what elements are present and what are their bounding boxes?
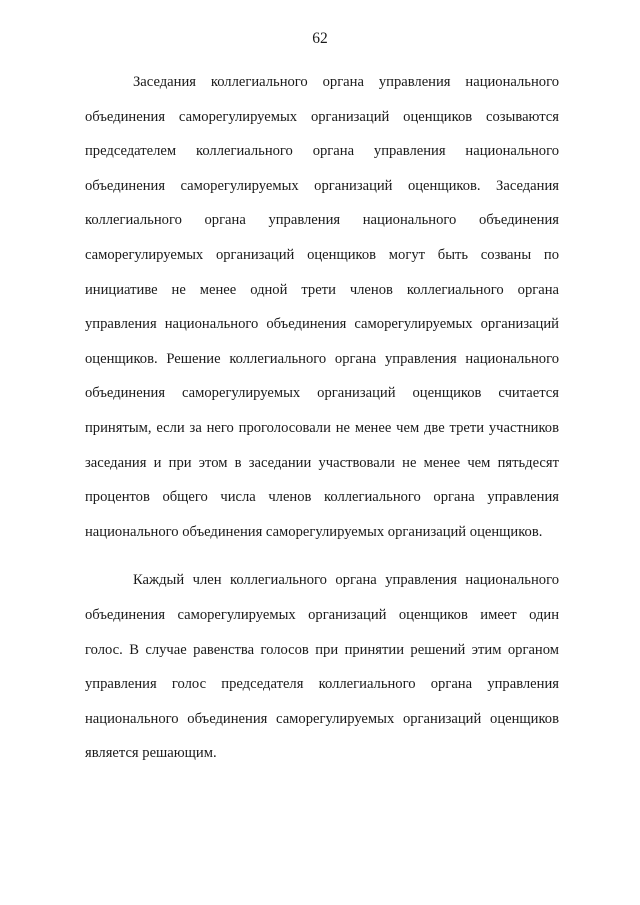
text-line: голос. В случае равенства голосов при принятии решений этим органом	[85, 641, 559, 658]
text-line: объединения саморегулируемых организаций оценщиков. Заседания	[85, 177, 559, 194]
text-line: национального объединения саморегулируемых организаций оценщиков.	[85, 523, 543, 540]
text-line: коллегиального органа управления национального объединения	[85, 212, 559, 229]
text-line: является решающим.	[85, 745, 217, 762]
text-line: объединения саморегулируемых организаций оценщиков имеет один	[85, 606, 559, 623]
text-line: Заседания коллегиального органа управления национального	[133, 74, 559, 90]
text-line: заседания и при этом в заседании участвовали не менее чем пятьдесят	[85, 454, 559, 471]
text-line: управления голос председателя коллегиального органа управления	[85, 676, 559, 693]
text-line: саморегулируемых организаций оценщиков могут быть созваны по	[85, 246, 559, 263]
text-line: объединения саморегулируемых организаций оценщиков созываются	[85, 108, 559, 125]
text-line: оценщиков. Решение коллегиального органа управления национального	[85, 350, 559, 367]
page-number: 62	[312, 30, 328, 47]
text-line: председателем коллегиального органа управления национального	[85, 143, 559, 160]
text-line: объединения саморегулируемых организаций оценщиков считается	[85, 385, 559, 402]
text-line: принятым, если за него проголосовали не менее чем две трети участников	[85, 419, 559, 436]
document-body	[85, 65, 559, 785]
paragraph-2	[85, 563, 559, 771]
text-line: национального объединения саморегулируемых организаций оценщиков	[85, 710, 559, 727]
text-line: управления национального объединения саморегулируемых организаций	[85, 316, 559, 333]
text-line: Каждый член коллегиального органа управления национального	[133, 572, 559, 589]
paragraph-1	[85, 65, 559, 549]
text-line: процентов общего числа членов коллегиального органа управления	[85, 489, 559, 506]
text-line: инициативе не менее одной трети членов коллегиального органа	[85, 281, 559, 298]
